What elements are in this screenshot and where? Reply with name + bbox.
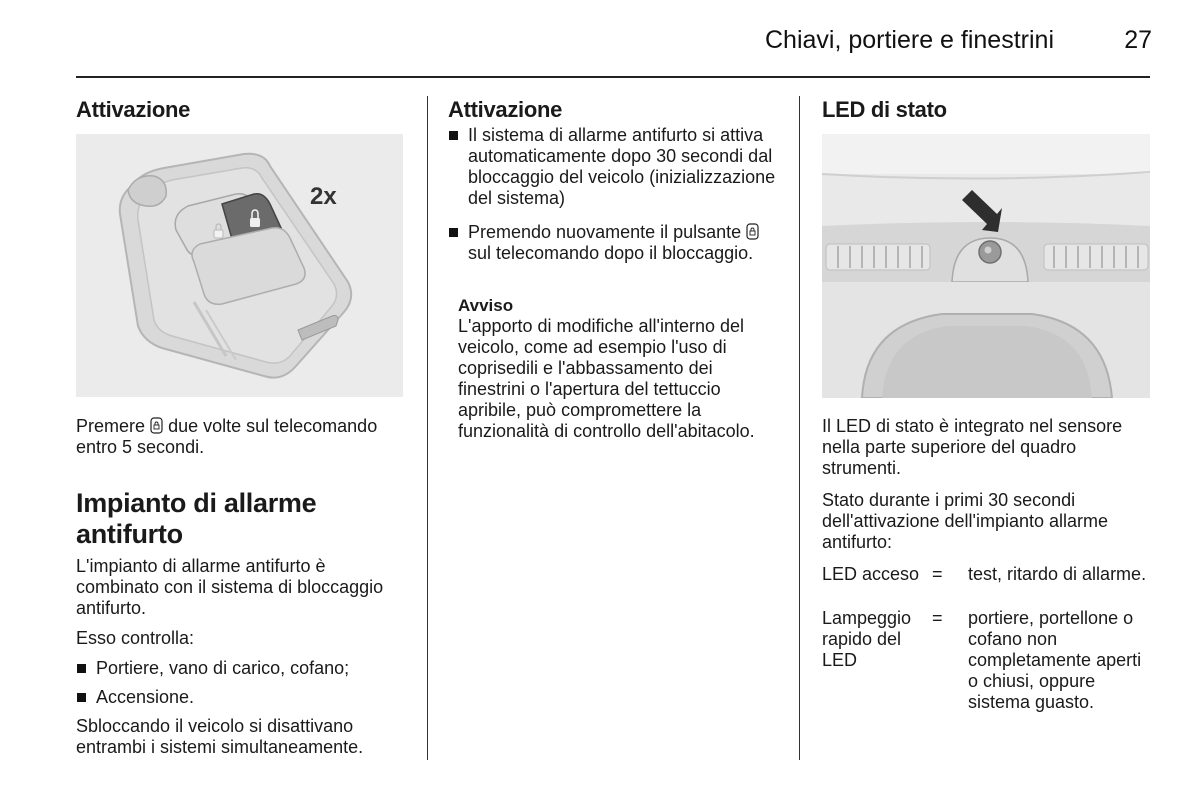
caption-text-end: due volte sul telecomando entro 5 secondi.: [76, 416, 378, 457]
column-divider: [427, 96, 428, 760]
led-status-row: [822, 608, 1152, 713]
led-description: Il LED di stato è integrato nel sensore nella parte superiore del quadro strumenti.: [822, 416, 1123, 478]
led-state-description: portiere, portellone o cofano non completamente aperti o chiusi, oppure sistema guasto.: [968, 608, 1142, 712]
notice-title: Avviso: [458, 296, 514, 315]
page-header-title: Chiavi, portiere e finestrini: [764, 26, 1054, 54]
press-twice-label: 2x: [310, 183, 337, 210]
led-state-term: Lampeggio rapido del LED: [822, 608, 912, 670]
page-number: 27: [1124, 26, 1152, 54]
remote-key-illustration: [76, 134, 403, 397]
led-status-row: [822, 564, 1152, 585]
notice-text: L'apporto di modifiche all'interno del veicolo, come ad esempio l'uso di coprisedili e l'abbassamento dei finestrini o l'apertura del tettuccio apribile, può compromettere la funzionalità di controllo dell'abitacolo.: [458, 316, 755, 441]
lock-icon: [746, 223, 759, 240]
dashboard-led-illustration: [822, 134, 1150, 398]
status-led-heading: LED di stato: [822, 97, 947, 122]
bullet-text-start: Premendo nuovamente il pulsante: [468, 222, 742, 242]
column-divider: [799, 96, 800, 760]
activation-heading: Attivazione: [76, 97, 191, 122]
notice-box: [458, 296, 780, 442]
list-item: Portiere, vano di carico, cofano;: [76, 658, 406, 679]
alarm-section-heading: Impianto di allarme antifurto: [76, 488, 317, 549]
alarm-intro: L'impianto di allarme antifurto è combinato con il sistema di bloccaggio antifurto.: [76, 556, 384, 618]
led-state-description: test, ritardo di allarme.: [968, 564, 1147, 584]
header-rule: [76, 76, 1150, 78]
list-item: [448, 222, 778, 264]
remote-key-figure: [76, 134, 403, 397]
status-led-figure: [822, 134, 1150, 398]
controls-label: Esso controlla:: [76, 628, 195, 648]
lock-icon: [150, 417, 163, 434]
deactivation-note: Sbloccando il veicolo si disattivano entrambi i sistemi simultaneamente.: [76, 716, 364, 757]
activation-caption: [76, 416, 406, 458]
bullet-text-end: sul telecomando dopo il bloccaggio.: [468, 243, 754, 263]
equals-sign: =: [932, 608, 943, 628]
led-state-term: LED acceso: [822, 564, 920, 584]
equals-sign: =: [932, 564, 943, 584]
list-item: Accensione.: [76, 687, 406, 708]
led-status-intro: Stato durante i primi 30 secondi dell'attivazione dell'impianto allarme antifurto:: [822, 490, 1109, 552]
activation-heading: Attivazione: [448, 97, 563, 122]
caption-text-start: Premere: [76, 416, 146, 436]
list-item: Il sistema di allarme antifurto si attiva automaticamente dopo 30 secondi dal bloccaggio del veicolo (inizializzazione del sistema): [448, 125, 778, 209]
